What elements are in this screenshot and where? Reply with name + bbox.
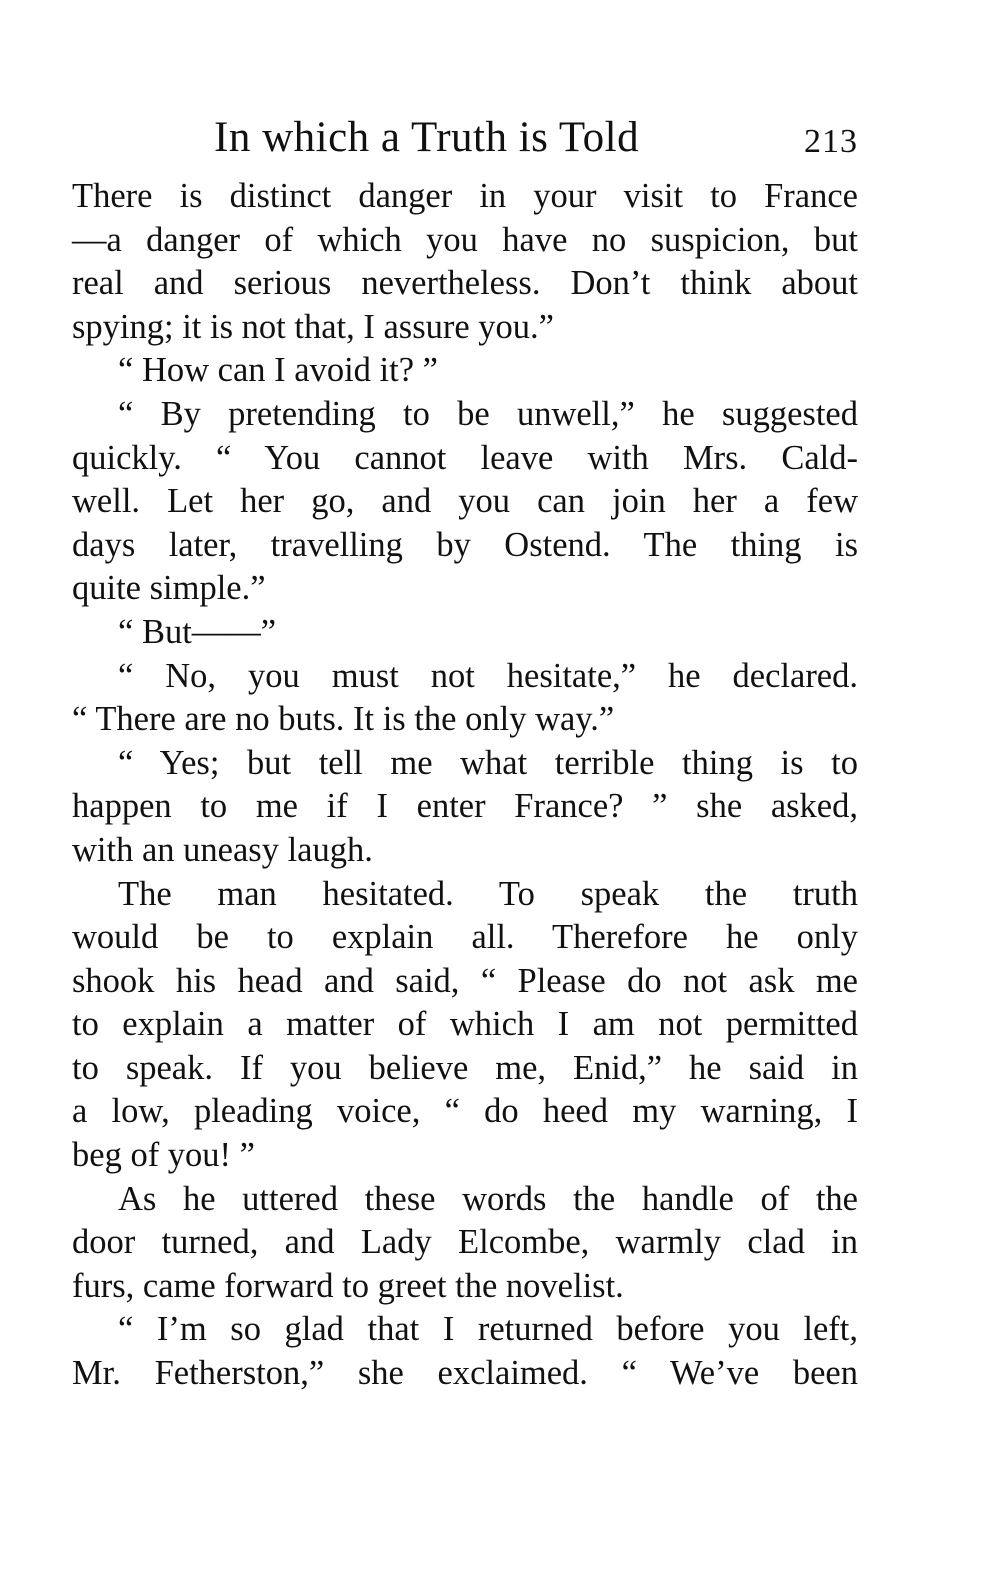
- text-line: “ There are no buts. It is the only way.”: [72, 700, 615, 739]
- text-line: to speak. If you believe me, Enid,” he said in: [72, 1048, 858, 1087]
- text-line: quickly. “ You cannot leave with Mrs. Cald-: [72, 438, 858, 477]
- text-line: to explain a matter of which I am not permitted: [72, 1005, 858, 1044]
- running-head: [72, 110, 858, 166]
- page-number: 213: [804, 123, 858, 160]
- text-line: real and serious nevertheless. Don’t think about: [72, 264, 858, 303]
- running-title: In which a Truth is Told: [214, 114, 640, 161]
- text-line: “ But——”: [118, 612, 277, 651]
- text-line: spying; it is not that, I assure you.”: [72, 307, 554, 346]
- text-line: beg of you! ”: [72, 1136, 255, 1175]
- body-text: [72, 175, 858, 1396]
- text-line: days later, travelling by Ostend. The thing is: [72, 525, 858, 564]
- text-line: furs, came forward to greet the novelist.: [72, 1266, 624, 1305]
- text-line: The man hesitated. To speak the truth: [118, 874, 858, 913]
- text-line: shook his head and said, “ Please do not ask me: [72, 961, 858, 1000]
- text-line: Mr. Fetherston,” she exclaimed. “ We’ve been: [72, 1354, 858, 1393]
- text-line: —a danger of which you have no suspicion, but: [72, 220, 858, 259]
- text-line: would be to explain all. Therefore he only: [72, 918, 858, 957]
- text-line: There is distinct danger in your visit to France: [72, 177, 858, 215]
- text-line: “ By pretending to be unwell,” he suggested: [118, 394, 858, 433]
- text-line: “ Yes; but tell me what terrible thing is to: [118, 743, 858, 782]
- text-line: As he uttered these words the handle of the: [118, 1179, 858, 1218]
- text-line: “ How can I avoid it? ”: [118, 351, 438, 390]
- text-line: door turned, and Lady Elcombe, warmly clad in: [72, 1223, 858, 1262]
- text-line: “ I’m so glad that I returned before you left,: [118, 1310, 858, 1349]
- text-line: quite simple.”: [72, 569, 266, 608]
- text-line: “ No, you must not hesitate,” he declared.: [118, 656, 858, 695]
- text-line: a low, pleading voice, “ do heed my warning, I: [72, 1092, 858, 1131]
- text-line: well. Let her go, and you can join her a few: [72, 482, 858, 521]
- text-line: happen to me if I enter France? ” she asked,: [72, 787, 858, 826]
- text-line: with an uneasy laugh.: [72, 830, 373, 869]
